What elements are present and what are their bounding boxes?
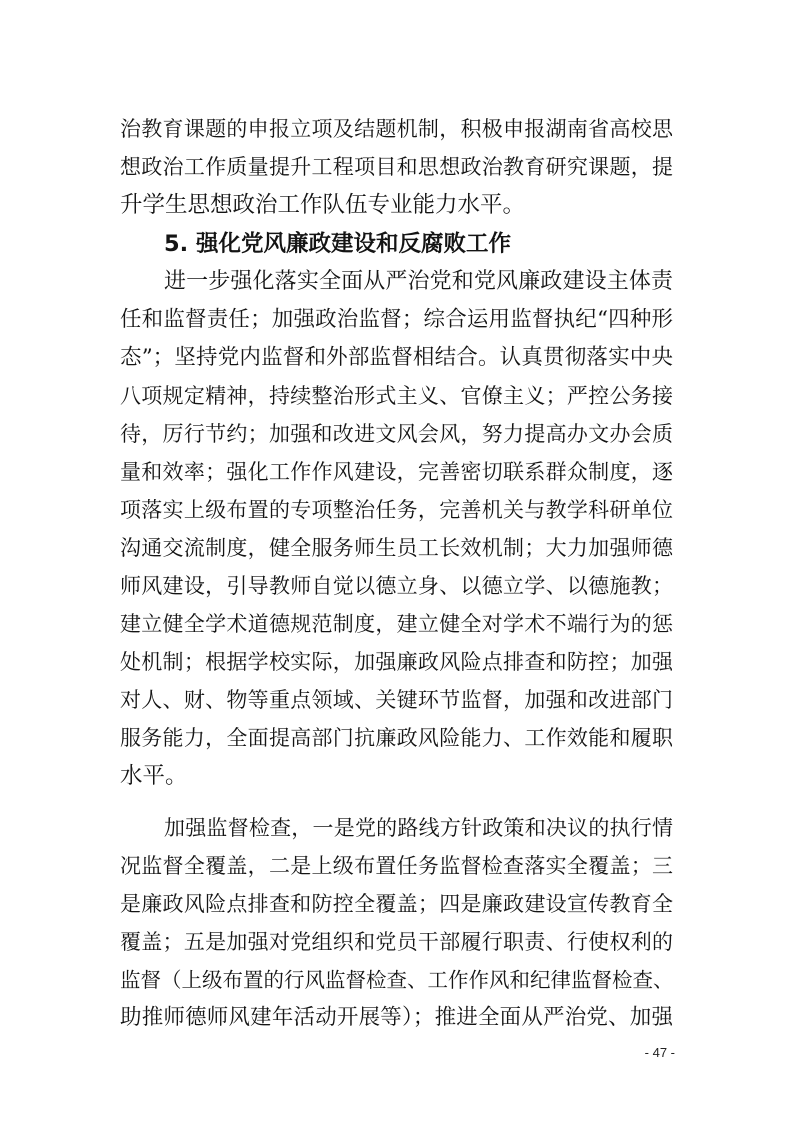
section-heading: 5. 强化党风廉政建设和反腐败工作 — [164, 231, 512, 257]
paragraph-line: 沟通交流制度，健全服务师生员工长效机制；大力加强师德 — [120, 536, 673, 560]
paragraph-line: 监督（上级布置的行风监督检查、工作作风和纪律监督检查、 — [120, 968, 674, 992]
paragraph-line: 是廉政风险点排查和防控全覆盖；四是廉政建设宣传教育全 — [120, 892, 673, 916]
paragraph-line: 项落实上级布置的专项整治任务，完善机关与教学科研单位 — [120, 498, 673, 522]
paragraph-line: 升学生思想政治工作队伍专业能力水平。 — [120, 192, 526, 218]
paragraph-line: 任和监督责任；加强政治监督；综合运用监督执纪“四种形 — [120, 307, 673, 332]
paragraph-line: 况监督全覆盖，二是上级布置任务监督检查落实全覆盖；三 — [120, 854, 673, 878]
paragraph-line: 加强监督检查，一是党的路线方针政策和决议的执行情 — [164, 816, 673, 840]
paragraph-line: 水平。 — [120, 763, 188, 789]
paragraph-line: 师风建设，引导教师自觉以德立身、以德立学、以德施教； — [120, 574, 673, 598]
paragraph-line: 服务能力，全面提高部门抗廉政风险能力、工作效能和履职 — [120, 726, 673, 750]
paragraph-line: 想政治工作质量提升工程项目和思想政治教育研究课题，提 — [120, 155, 673, 179]
page-number: - 47 - — [644, 1045, 675, 1060]
paragraph-line: 量和效率；强化工作作风建设，完善密切联系群众制度，逐 — [120, 460, 673, 484]
paragraph-line: 助推师德师风建年活动开展等）；推进全面从严治党、加强 — [120, 1005, 673, 1030]
paragraph-line: 八项规定精神，持续整治形式主义、官僚主义；严控公务接 — [120, 384, 673, 408]
paragraph-line: 治教育课题的申报立项及结题机制，积极申报湖南省高校思 — [120, 117, 673, 141]
paragraph-line: 建立健全学术道德规范制度，建立健全对学术不端行为的惩 — [120, 612, 673, 636]
paragraph-line: 态”；坚持党内监督和外部监督相结合。认真贯彻落实中央 — [120, 345, 673, 370]
paragraph-line: 覆盖；五是加强对党组织和党员干部履行职责、行使权利的 — [120, 930, 673, 954]
paragraph-line: 待，厉行节约；加强和改进文风会风，努力提高办文办会质 — [120, 422, 673, 446]
paragraph-line: 对人、财、物等重点领域、关键环节监督，加强和改进部门 — [120, 688, 673, 712]
paragraph-line: 处机制；根据学校实际，加强廉政风险点排查和防控；加强 — [120, 650, 673, 674]
paragraph-line: 进一步强化落实全面从严治党和党风廉政建设主体责 — [164, 269, 673, 294]
